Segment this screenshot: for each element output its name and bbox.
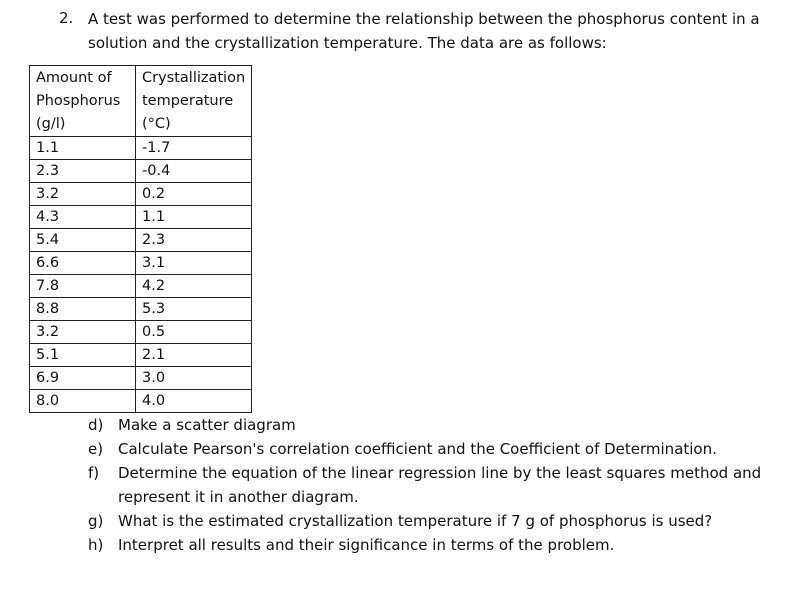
- phosphorus-cell: 8.0: [30, 390, 136, 413]
- list-item: [88, 413, 778, 437]
- table-header-row: [30, 66, 252, 137]
- temperature-cell: 4.2: [136, 275, 252, 298]
- list-item: [88, 533, 778, 557]
- phosphorus-cell: 2.3: [30, 160, 136, 183]
- table-row: [30, 367, 252, 390]
- phosphorus-cell: 8.8: [30, 298, 136, 321]
- list-item: [88, 437, 778, 461]
- header-line: Crystallization: [142, 70, 246, 86]
- task-list: [88, 413, 778, 557]
- header-line: temperature: [142, 93, 234, 109]
- temperature-cell: 2.1: [136, 344, 252, 367]
- header-phosphorus: [30, 66, 136, 137]
- question-intro: A test was performed to determine the relationship between the phosphorus content in a solution and the crystallization temperature. The data are as follows:: [88, 10, 760, 52]
- question-number: 2.: [59, 9, 74, 27]
- temperature-cell: 4.0: [136, 390, 252, 413]
- temperature-cell: 0.5: [136, 321, 252, 344]
- header-temperature: [136, 66, 252, 137]
- table-row: [30, 206, 252, 229]
- list-item: [88, 461, 778, 509]
- list-item: [88, 509, 778, 533]
- task-text: Make a scatter diagram: [118, 416, 296, 434]
- task-text: Calculate Pearson's correlation coefficient and the Coefficient of Determination.: [118, 440, 717, 458]
- table-row: [30, 137, 252, 160]
- table-row: [30, 390, 252, 413]
- phosphorus-cell: 3.2: [30, 183, 136, 206]
- task-marker: e): [88, 440, 104, 458]
- temperature-cell: -0.4: [136, 160, 252, 183]
- phosphorus-cell: 5.1: [30, 344, 136, 367]
- table-row: [30, 229, 252, 252]
- temperature-cell: 2.3: [136, 229, 252, 252]
- table-row: [30, 252, 252, 275]
- header-line: (g/l): [36, 116, 66, 132]
- table-row: [30, 321, 252, 344]
- temperature-cell: 0.2: [136, 183, 252, 206]
- task-marker: g): [88, 512, 104, 530]
- header-line: Amount of: [36, 70, 112, 86]
- phosphorus-cell: 7.8: [30, 275, 136, 298]
- table-row: [30, 183, 252, 206]
- temperature-cell: 3.1: [136, 252, 252, 275]
- data-table: [29, 65, 252, 413]
- task-text: Interpret all results and their significance in terms of the problem.: [118, 536, 615, 554]
- table-row: [30, 275, 252, 298]
- header-line: Phosphorus: [36, 93, 121, 109]
- task-marker: d): [88, 416, 104, 434]
- task-marker: h): [88, 536, 104, 554]
- temperature-cell: 3.0: [136, 367, 252, 390]
- table-row: [30, 160, 252, 183]
- phosphorus-cell: 5.4: [30, 229, 136, 252]
- phosphorus-cell: 6.9: [30, 367, 136, 390]
- phosphorus-cell: 3.2: [30, 321, 136, 344]
- task-marker: f): [88, 464, 100, 482]
- phosphorus-cell: 4.3: [30, 206, 136, 229]
- temperature-cell: 5.3: [136, 298, 252, 321]
- table-row: [30, 344, 252, 367]
- phosphorus-cell: 6.6: [30, 252, 136, 275]
- temperature-cell: -1.7: [136, 137, 252, 160]
- temperature-cell: 1.1: [136, 206, 252, 229]
- task-text: What is the estimated crystallization temperature if 7 g of phosphorus is used?: [118, 512, 713, 530]
- task-text: Determine the equation of the linear regression line by the least squares method and represent it in another diagram.: [118, 464, 762, 506]
- table-row: [30, 298, 252, 321]
- phosphorus-cell: 1.1: [30, 137, 136, 160]
- header-line: (°C): [142, 116, 171, 132]
